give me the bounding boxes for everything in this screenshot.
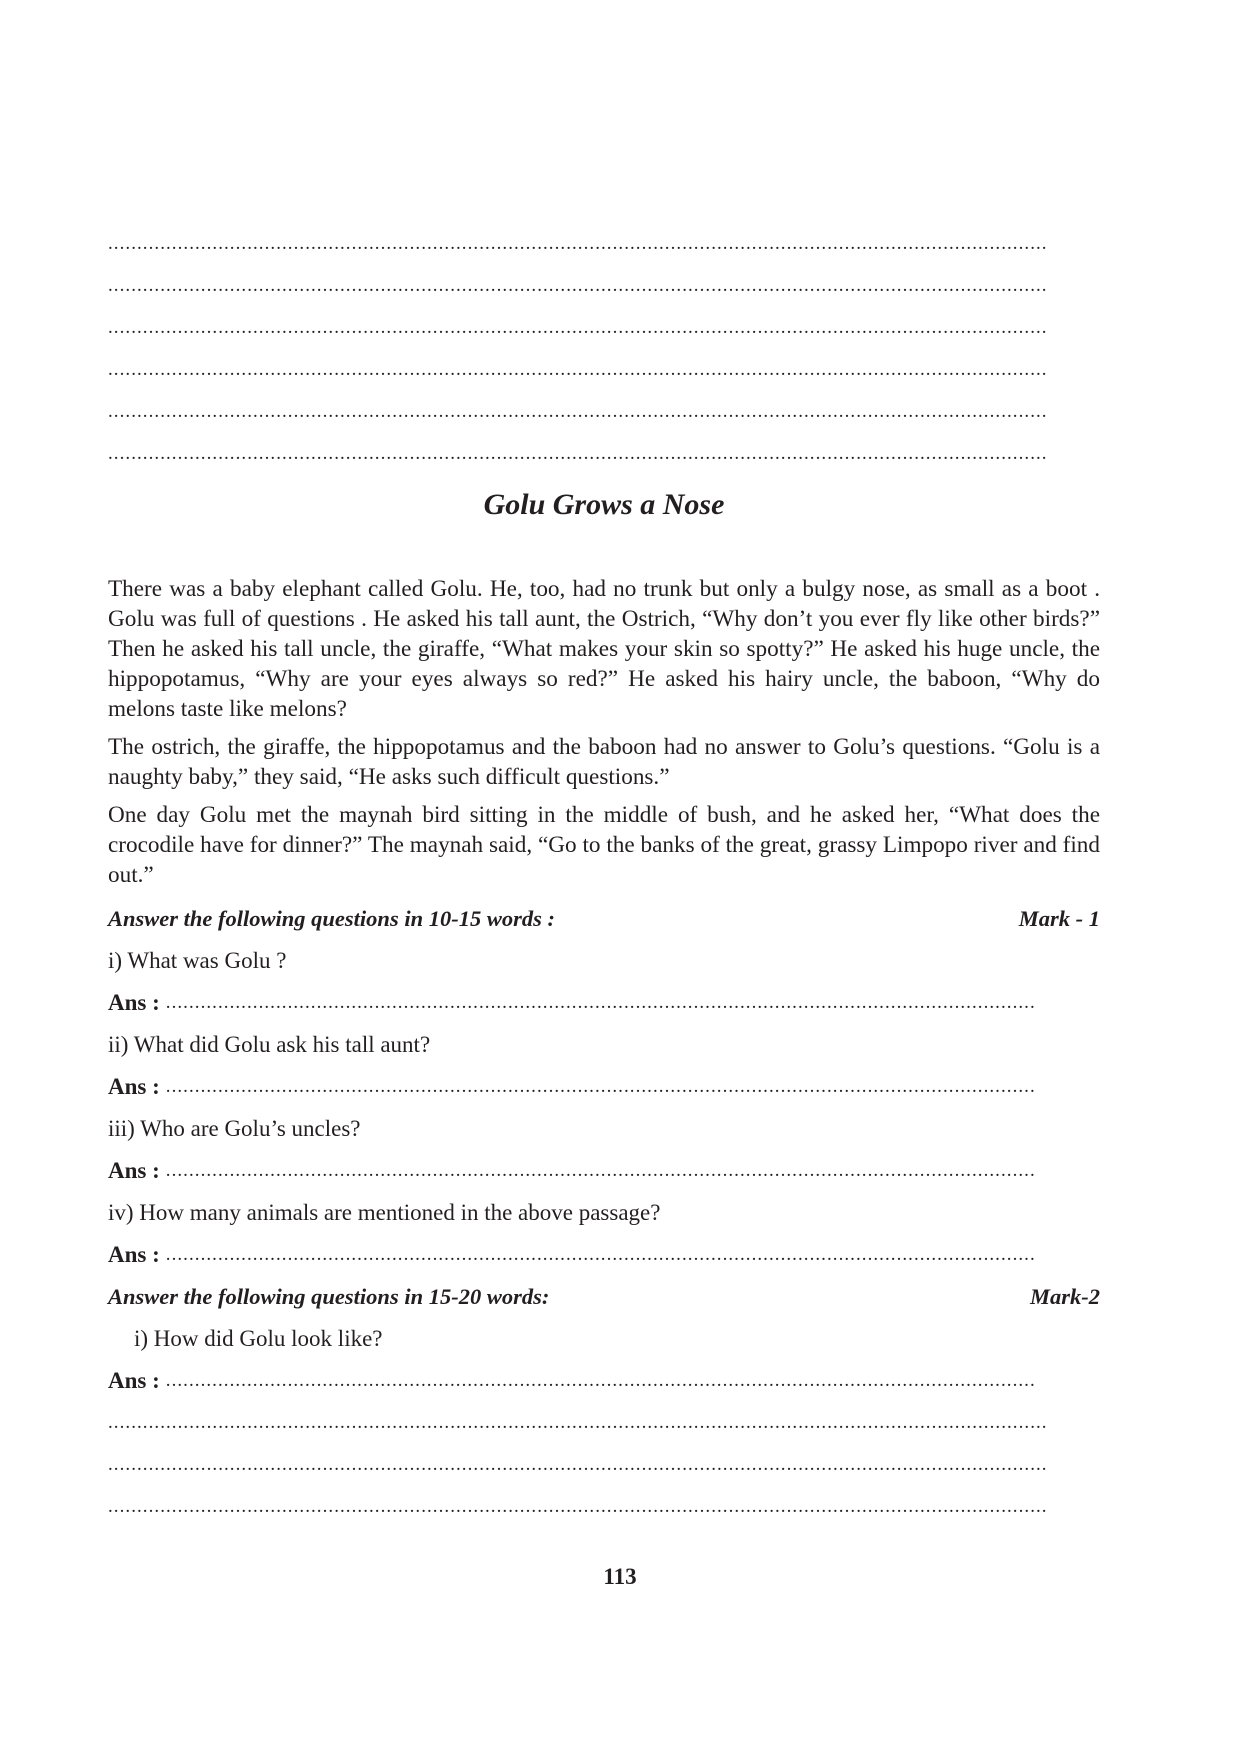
answer-line[interactable] [108, 1360, 1100, 1402]
page-number: 113 [603, 1564, 637, 1589]
section-1-instruction: Answer the following questions in 10-15 words : [108, 906, 555, 931]
dotted-answer-line: .................................................................................................................................................................. [108, 401, 1048, 422]
dotted-answer-line: .................................................................................................................................................................. [108, 317, 1048, 338]
answer-dots: ...................................................................................................................................................... [165, 1370, 1036, 1391]
dotted-answer-line: .................................................................................................................................................................. [108, 443, 1048, 464]
reading-passage [108, 574, 1100, 890]
passage-paragraph: One day Golu met the maynah bird sitting in the middle of bush, and he asked her, “What does the crocodile have for dinner?” The maynah said, “Go to the banks of the great, grassy Limpopo river and find out.” [108, 802, 1100, 888]
question-1-3: iii) Who are Golu’s uncles? [108, 1116, 361, 1141]
answer-line[interactable] [108, 1066, 1100, 1108]
blank-answer-line[interactable]: .................................................................................................................................................................. [108, 1412, 1048, 1433]
question-1-1: i) What was Golu ? [108, 948, 287, 973]
answer-label: Ans : [108, 1074, 160, 1099]
question-1-4: iv) How many animals are mentioned in the above passage? [108, 1200, 661, 1225]
dotted-answer-line: .................................................................................................................................................................. [108, 233, 1048, 254]
passage-paragraph: The ostrich, the giraffe, the hippopotamus and the baboon had no answer to Golu’s questions. “Golu is a naughty baby,” they said, “He asks such difficult questions.” [108, 734, 1100, 790]
answer-label: Ans : [108, 1242, 160, 1267]
question-2-1: i) How did Golu look like? [134, 1326, 383, 1351]
question-1-2: ii) What did Golu ask his tall aunt? [108, 1032, 431, 1057]
answer-line[interactable] [108, 1150, 1100, 1192]
blank-answer-line[interactable]: .................................................................................................................................................................. [108, 1454, 1048, 1475]
answer-label: Ans : [108, 1368, 160, 1393]
answer-dots: ...................................................................................................................................................... [165, 1244, 1036, 1265]
answer-dots: ...................................................................................................................................................... [165, 992, 1036, 1013]
answer-label: Ans : [108, 990, 160, 1015]
dotted-answer-line: .................................................................................................................................................................. [108, 359, 1048, 380]
answer-dots: ...................................................................................................................................................... [165, 1076, 1036, 1097]
section-1-mark: Mark - 1 [1018, 906, 1100, 931]
worksheet-page [108, 0, 1100, 1528]
section-2-instruction: Answer the following questions in 15-20 words: [108, 1284, 550, 1309]
answer-line[interactable] [108, 1234, 1100, 1276]
answer-line[interactable] [108, 982, 1100, 1024]
section-2-mark: Mark-2 [1029, 1284, 1100, 1309]
answer-dots: ...................................................................................................................................................... [165, 1160, 1036, 1181]
answer-label: Ans : [108, 1158, 160, 1183]
section-2-heading [108, 1276, 1100, 1318]
dotted-answer-line: .................................................................................................................................................................. [108, 275, 1048, 296]
story-title: Golu Grows a Nose [483, 488, 725, 521]
blank-answer-line[interactable]: .................................................................................................................................................................. [108, 1496, 1048, 1517]
section-1-heading [108, 898, 1100, 940]
passage-paragraph: There was a baby elephant called Golu. He, too, had no trunk but only a bulgy nose, as small as a boot . Golu was full of questions . He asked his tall aunt, the Ostrich, “Why don’t you ever fly like other birds?” Then he asked his tall uncle, the giraffe, “What makes your skin so spotty?” He asked his huge uncle, the hippopotamus, “Why are your eyes always so red?” He asked his hairy uncle, the baboon, “Why do melons taste like melons? [108, 576, 1100, 722]
